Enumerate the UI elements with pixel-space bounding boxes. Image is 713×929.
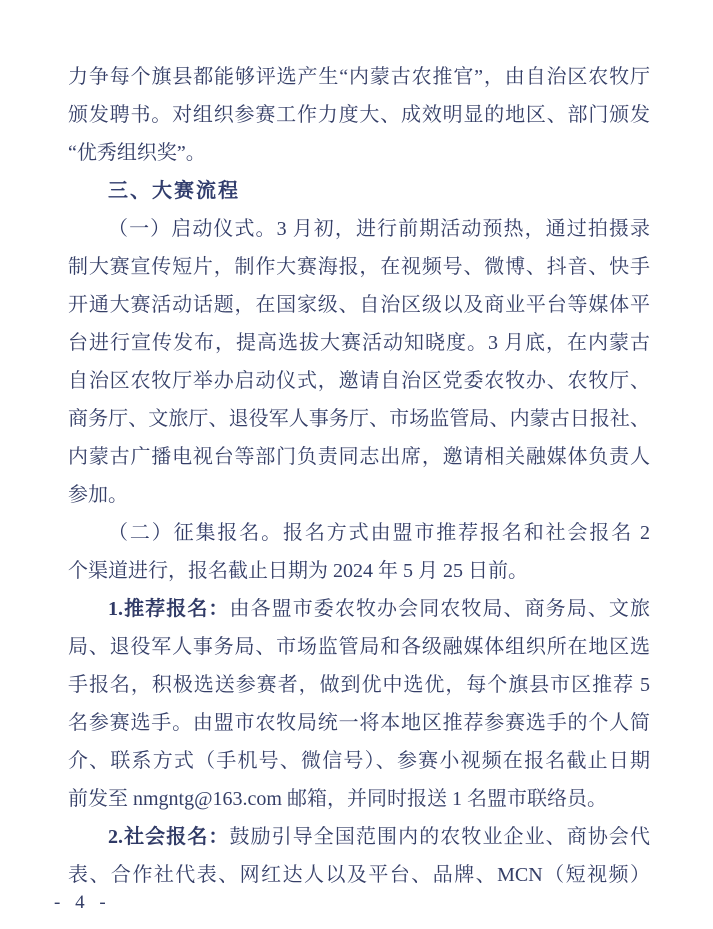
line-text: 表、合作社代表、网红达人以及平台、品牌、MCN（短视频） [68, 864, 650, 886]
line-text: 3 月初，进行前期活动预热，通过拍摄录 [276, 218, 650, 240]
line-text: 力争每个旗县都能够评选产生“内蒙古农推官”，由自治区农牧厅 [68, 66, 650, 88]
doc-line [68, 514, 650, 552]
line-text: 介、联系方式（手机号、微信号）、参赛小视频在报名截止日期 [68, 750, 650, 772]
page-number: - 4 - [54, 892, 111, 913]
section-heading [68, 172, 650, 210]
doc-line [68, 210, 650, 248]
line-text: 自治区农牧厅举办启动仪式，邀请自治区党委农牧办、农牧厅、 [68, 370, 650, 392]
doc-line [68, 818, 650, 856]
doc-line [68, 666, 650, 704]
doc-line [68, 704, 650, 742]
doc-line [68, 476, 650, 514]
line-text: 手报名，积极选送参赛者，做到优中选优，每个旗县市区推荐 5 [68, 674, 650, 696]
doc-line [68, 438, 650, 476]
section-heading-text: 三、大赛流程 [108, 180, 240, 202]
line-text: 由各盟市委农牧办会同农牧局、商务局、文旅 [229, 598, 650, 620]
doc-line [68, 780, 650, 818]
doc-line [68, 628, 650, 666]
line-text: 颁发聘书。对组织参赛工作力度大、成效明显的地区、部门颁发 [68, 104, 650, 126]
list-item-label: （一）启动仪式。 [108, 218, 277, 240]
line-text: 前发至 nmgntg@163.com 邮箱，并同时报送 1 名盟市联络员。 [68, 788, 607, 810]
doc-line [68, 590, 650, 628]
doc-line [68, 324, 650, 362]
document-body [68, 58, 650, 894]
line-text: 参加。 [68, 484, 128, 506]
line-text: 商务厅、文旅厅、退役军人事务厅、市场监管局、内蒙古日报社、 [68, 408, 650, 430]
list-item-label: （二）征集报名。 [108, 522, 284, 544]
doc-line [68, 856, 650, 894]
doc-line [68, 400, 650, 438]
line-text: 内蒙古广播电视台等部门负责同志出席，邀请相关融媒体负责人 [68, 446, 650, 468]
line-text: 台进行宣传发布，提高选拔大赛活动知晓度。3 月底，在内蒙古 [68, 332, 650, 354]
doc-line [68, 134, 650, 172]
line-text: 开通大赛活动话题，在国家级、自治区级以及商业平台等媒体平 [68, 294, 650, 316]
line-text: 个渠道进行，报名截止日期为 2024 年 5 月 25 日前。 [68, 560, 528, 582]
list-item-label: 1.推荐报名： [108, 598, 230, 620]
line-text: 局、退役军人事务局、市场监管局和各级融媒体组织所在地区选 [68, 636, 650, 658]
doc-line [68, 552, 650, 590]
line-text: 鼓励引导全国范围内的农牧业企业、商协会代 [229, 826, 650, 848]
doc-line [68, 58, 650, 96]
doc-line [68, 96, 650, 134]
list-item-label: 2.社会报名： [108, 826, 230, 848]
doc-line [68, 248, 650, 286]
line-text: “优秀组织奖”。 [68, 142, 206, 164]
doc-line [68, 286, 650, 324]
line-text: 名参赛选手。由盟市农牧局统一将本地区推荐参赛选手的个人简 [68, 712, 650, 734]
doc-line [68, 742, 650, 780]
line-text: 制大赛宣传短片，制作大赛海报，在视频号、微博、抖音、快手 [68, 256, 650, 278]
doc-line [68, 362, 650, 400]
line-text: 报名方式由盟市推荐报名和社会报名 2 [283, 522, 650, 544]
